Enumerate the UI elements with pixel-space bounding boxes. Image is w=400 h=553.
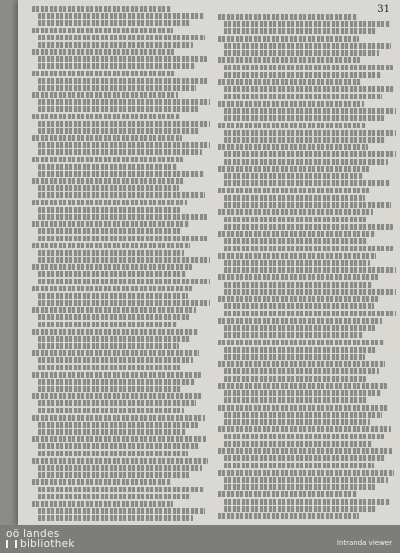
illegible-text-line <box>218 332 396 338</box>
illegible-text-line <box>32 322 210 328</box>
illegible-text-line <box>32 35 210 41</box>
illegible-text-line <box>32 465 210 471</box>
illegible-text-line <box>32 286 210 292</box>
illegible-text-line <box>218 224 396 230</box>
illegible-text-line <box>32 501 210 507</box>
illegible-text-line <box>218 253 396 259</box>
illegible-text-line <box>218 361 396 367</box>
illegible-text-line <box>32 200 210 206</box>
illegible-text-line <box>218 354 396 360</box>
viewer-footer <box>0 525 400 553</box>
illegible-text-line <box>32 228 210 234</box>
illegible-text-line <box>32 494 210 500</box>
illegible-text-line <box>32 515 210 521</box>
illegible-text-line <box>218 383 396 389</box>
illegible-text-line <box>218 36 396 42</box>
illegible-text-line <box>32 472 210 478</box>
illegible-text-line <box>218 72 396 78</box>
illegible-text-line <box>32 185 210 191</box>
illegible-text-line <box>32 49 210 55</box>
illegible-text-line <box>32 135 210 141</box>
illegible-text-line <box>32 78 210 84</box>
illegible-text-line <box>218 65 396 71</box>
illegible-text-line <box>218 448 396 454</box>
illegible-text-line <box>32 443 210 449</box>
illegible-text-line <box>32 20 210 26</box>
illegible-text-line <box>218 101 396 107</box>
illegible-text-line <box>32 56 210 62</box>
illegible-text-line <box>218 57 396 63</box>
illegible-text-line <box>218 405 396 411</box>
illegible-text-line <box>32 207 210 213</box>
illegible-text-line <box>218 499 396 505</box>
illegible-text-line <box>218 209 396 215</box>
illegible-text-line <box>218 491 396 497</box>
illegible-text-line <box>218 173 396 179</box>
illegible-text-line <box>218 470 396 476</box>
illegible-text-line <box>218 267 396 273</box>
viewer-label: Intranda viewer <box>336 539 392 547</box>
illegible-text-line <box>32 164 210 170</box>
illegible-text-line <box>32 149 210 155</box>
illegible-text-line <box>218 340 396 346</box>
illegible-text-line <box>32 121 210 127</box>
illegible-text-line <box>218 137 396 143</box>
illegible-text-line <box>32 250 210 256</box>
illegible-text-line <box>218 513 396 519</box>
logo-line-1: oö landes <box>6 528 60 540</box>
illegible-text-line <box>218 325 396 331</box>
illegible-text-line <box>218 397 396 403</box>
illegible-text-line <box>32 42 210 48</box>
illegible-text-line <box>32 487 210 493</box>
illegible-text-line <box>218 318 396 324</box>
illegible-text-line <box>32 6 210 12</box>
illegible-text-line <box>218 260 396 266</box>
illegible-text-line <box>32 393 210 399</box>
illegible-text-line <box>218 195 396 201</box>
illegible-text-line <box>218 455 396 461</box>
illegible-text-line <box>218 303 396 309</box>
illegible-text-line <box>218 217 396 223</box>
illegible-text-line <box>32 63 210 69</box>
illegible-text-line <box>218 231 396 237</box>
illegible-text-line <box>32 372 210 378</box>
illegible-text-line <box>218 412 396 418</box>
illegible-text-line <box>218 238 396 244</box>
illegible-text-line <box>218 188 396 194</box>
illegible-text-line <box>218 426 396 432</box>
illegible-text-line <box>218 289 396 295</box>
illegible-text-line <box>218 130 396 136</box>
illegible-text-line <box>32 293 210 299</box>
illegible-text-line <box>32 307 210 313</box>
illegible-text-line <box>32 329 210 335</box>
illegible-text-line <box>32 365 210 371</box>
illegible-text-line <box>218 282 396 288</box>
illegible-text-line <box>218 434 396 440</box>
illegible-text-line <box>32 264 210 270</box>
illegible-text-line <box>32 279 210 285</box>
illegible-text-line <box>32 458 210 464</box>
illegible-text-line <box>32 114 210 120</box>
illegible-text-line <box>32 436 210 442</box>
illegible-text-line <box>32 415 210 421</box>
document-page <box>18 0 400 525</box>
illegible-text-line <box>32 257 210 263</box>
illegible-text-line <box>218 376 396 382</box>
illegible-text-line <box>218 202 396 208</box>
illegible-text-line <box>32 300 210 306</box>
illegible-text-line <box>32 314 210 320</box>
illegible-text-line <box>218 311 396 317</box>
left-text-column <box>32 6 210 521</box>
illegible-text-line <box>218 43 396 49</box>
illegible-text-line <box>32 451 210 457</box>
illegible-text-line <box>32 128 210 134</box>
illegible-text-line <box>32 429 210 435</box>
illegible-text-line <box>218 506 396 512</box>
logo-bars-icon <box>6 540 17 548</box>
illegible-text-line <box>218 419 396 425</box>
page-number: 31 <box>377 4 390 15</box>
illegible-text-line <box>32 236 210 242</box>
illegible-text-line <box>32 508 210 514</box>
illegible-text-line <box>32 99 210 105</box>
illegible-text-line <box>218 21 396 27</box>
illegible-text-line <box>218 86 396 92</box>
illegible-text-line <box>32 343 210 349</box>
illegible-text-line <box>32 408 210 414</box>
illegible-text-line <box>32 28 210 34</box>
illegible-text-line <box>218 390 396 396</box>
logo-line-2: bibliothek <box>20 538 75 550</box>
illegible-text-line <box>32 85 210 91</box>
illegible-text-line <box>32 379 210 385</box>
illegible-text-line <box>32 479 210 485</box>
illegible-text-line <box>32 142 210 148</box>
illegible-text-line <box>32 92 210 98</box>
illegible-text-line <box>218 159 396 165</box>
illegible-text-line <box>218 368 396 374</box>
illegible-text-line <box>218 79 396 85</box>
illegible-text-line <box>218 274 396 280</box>
illegible-text-line <box>218 347 396 353</box>
illegible-text-line <box>32 271 210 277</box>
illegible-text-line <box>32 178 210 184</box>
illegible-text-line <box>32 221 210 227</box>
illegible-text-line <box>32 400 210 406</box>
illegible-text-line <box>218 115 396 121</box>
illegible-text-line <box>218 123 396 129</box>
illegible-text-line <box>32 171 210 177</box>
illegible-text-line <box>32 192 210 198</box>
illegible-text-line <box>32 214 210 220</box>
illegible-text-line <box>218 180 396 186</box>
illegible-text-line <box>218 484 396 490</box>
illegible-text-line <box>218 144 396 150</box>
right-text-column <box>218 14 396 519</box>
illegible-text-line <box>218 151 396 157</box>
illegible-text-line <box>218 246 396 252</box>
illegible-text-line <box>218 28 396 34</box>
illegible-text-line <box>218 441 396 447</box>
illegible-text-line <box>32 336 210 342</box>
illegible-text-line <box>218 477 396 483</box>
illegible-text-line <box>32 157 210 163</box>
illegible-text-line <box>32 422 210 428</box>
illegible-text-line <box>32 106 210 112</box>
illegible-text-line <box>32 243 210 249</box>
illegible-text-line <box>218 463 396 469</box>
illegible-text-line <box>32 357 210 363</box>
illegible-text-line <box>218 296 396 302</box>
illegible-text-line <box>218 14 396 20</box>
illegible-text-line <box>218 108 396 114</box>
illegible-text-line <box>32 350 210 356</box>
illegible-text-line <box>32 71 210 77</box>
illegible-text-line <box>218 166 396 172</box>
illegible-text-line <box>218 50 396 56</box>
illegible-text-line <box>32 13 210 19</box>
library-logo[interactable] <box>6 529 75 549</box>
illegible-text-line <box>32 386 210 392</box>
illegible-text-line <box>218 94 396 100</box>
